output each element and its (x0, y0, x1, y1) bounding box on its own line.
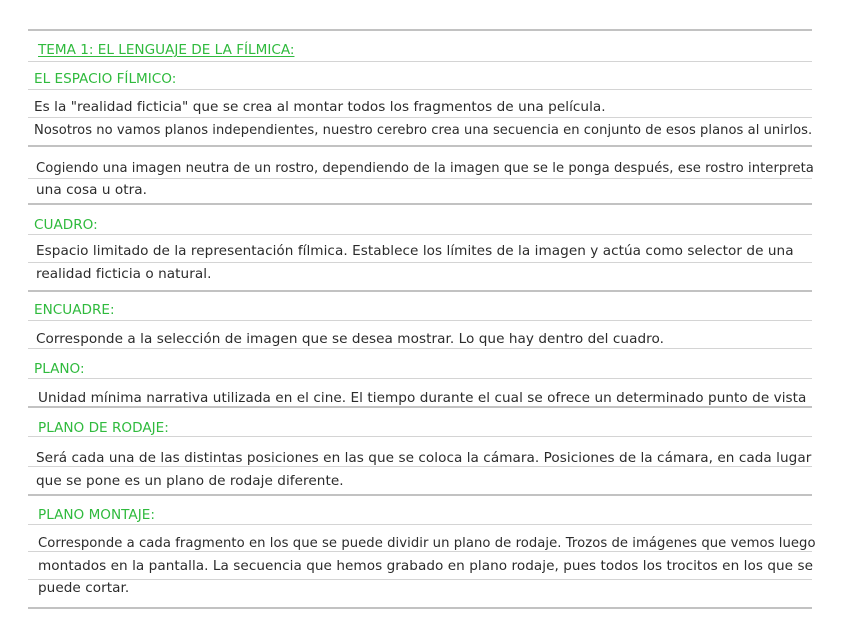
rule-line (28, 466, 812, 467)
rule-line (28, 29, 812, 31)
rule-line (28, 436, 812, 437)
rule-line (28, 607, 812, 609)
rule-line (28, 145, 812, 147)
rule-line (28, 117, 812, 118)
rule-line (28, 89, 812, 90)
rule-line (28, 290, 812, 292)
section-heading-encuadre: ENCUADRE: (34, 302, 115, 318)
paragraph-line: puede cortar. (38, 580, 130, 596)
section-heading-plano-montaje: PLANO MONTAJE: (38, 507, 155, 523)
rule-line (28, 551, 812, 552)
rule-line (28, 348, 812, 349)
paragraph-line: montados en la pantalla. La secuencia que hemos grabado en plano rodaje, pues todos los trocitos en los que se (38, 558, 814, 574)
section-heading-plano-de-rodaje: PLANO DE RODAJE: (38, 420, 169, 436)
section-heading-cuadro: CUADRO: (34, 217, 98, 233)
rule-line (28, 178, 812, 179)
rule-line (28, 579, 812, 580)
rule-line (28, 234, 812, 235)
page-title: TEMA 1: EL LENGUAJE DE LA FÍLMICA: (38, 42, 295, 58)
rule-line (28, 494, 812, 496)
paragraph-line: Unidad mínima narrativa utilizada en el cine. El tiempo durante el cual se ofrece un determinado punto de vista (38, 390, 807, 406)
paragraph-line: Nosotros no vamos planos independientes, nuestro cerebro crea una secuencia en conjunto de esos planos al unirlos. (34, 122, 813, 138)
paragraph-line: Será cada una de las distintas posiciones en las que se coloca la cámara. Posiciones de la cámara, en cada lugar (36, 450, 812, 466)
rule-line (28, 524, 812, 525)
paragraph-line: una cosa u otra. (36, 182, 148, 198)
rule-line (28, 406, 812, 408)
paragraph-line: Corresponde a la selección de imagen que se desea mostrar. Lo que hay dentro del cuadro. (36, 331, 664, 347)
paragraph-line: Es la "realidad ficticia" que se crea al montar todos los fragmentos de una película. (34, 99, 606, 115)
rule-line (28, 378, 812, 379)
section-heading-plano: PLANO: (34, 361, 85, 377)
paragraph-line: que se pone es un plano de rodaje diferente. (36, 473, 344, 489)
section-heading-espacio-filmico: EL ESPACIO FÍLMICO: (34, 71, 177, 87)
rule-line (28, 320, 812, 321)
paragraph-line: Cogiendo una imagen neutra de un rostro, dependiendo de la imagen que se le ponga después, ese rostro interpreta (36, 160, 814, 176)
rule-line (28, 203, 812, 205)
rule-line (28, 61, 812, 62)
paragraph-line: realidad ficticia o natural. (36, 266, 212, 282)
rule-line (28, 262, 812, 263)
paragraph-line: Espacio limitado de la representación fílmica. Establece los límites de la imagen y actúa como selector de una (36, 243, 794, 259)
paragraph-line: Corresponde a cada fragmento en los que se puede dividir un plano de rodaje. Trozos de imágenes que vemos luego (38, 535, 816, 551)
